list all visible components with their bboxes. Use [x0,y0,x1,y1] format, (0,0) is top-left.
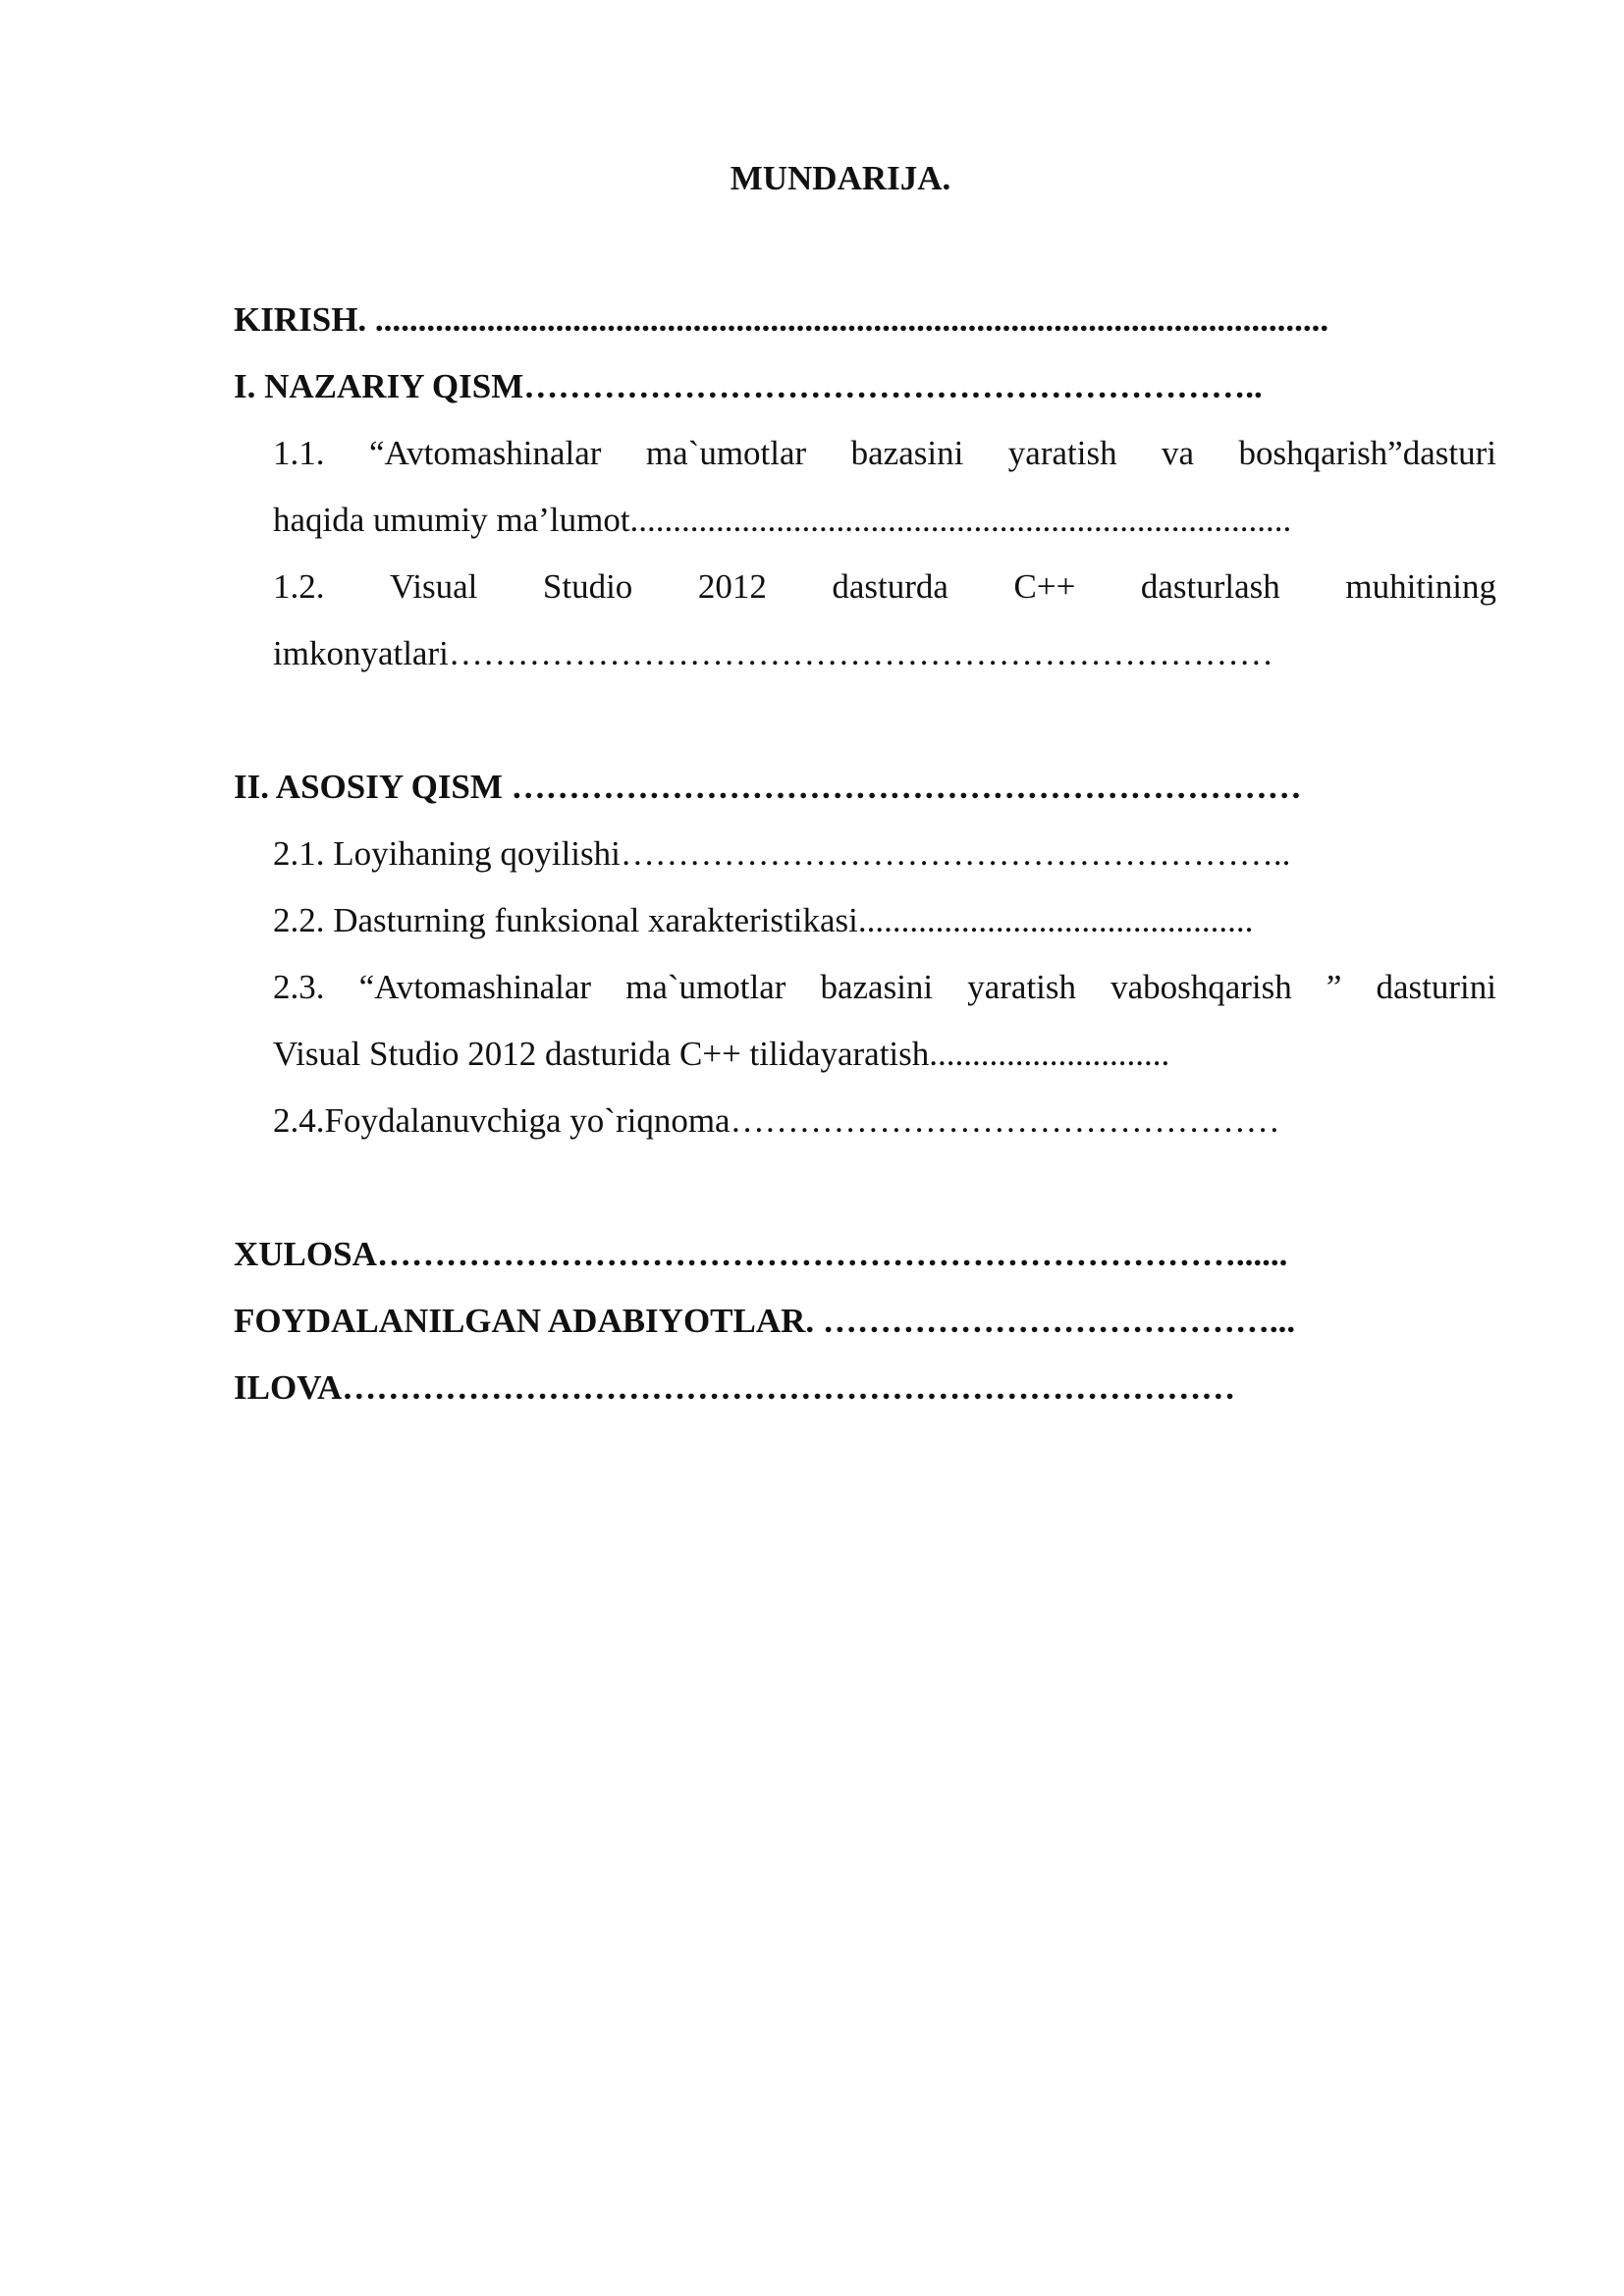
toc-word: Studio [542,567,633,606]
toc-entry-2-3-line2: Visual Studio 2012 dasturida C++ tilidayaratish............................ [273,1035,1170,1073]
toc-entry-1-1-line1 [234,420,1496,487]
toc-word: ma`umotlar [645,434,807,472]
toc-entry-ilova: ILOVA…………………………………………………………………… [234,1368,1236,1407]
page-title: MUNDARIJA. [730,159,951,197]
toc-entry-nazariy-qism: I. NAZARIY QISM……………………………………………………….. [234,367,1263,405]
toc-word: dasturlash [1140,567,1280,606]
toc-word: bazasini [820,968,934,1006]
table-of-contents [234,287,1496,1421]
toc-word: “Avtomashinalar [358,968,592,1006]
toc-word: muhitining [1345,567,1496,606]
toc-word: vaboshqarish [1110,968,1292,1006]
toc-word: 2012 [697,567,767,606]
toc-entry-xulosa: XULOSA…………………………………………………………………...... [234,1235,1288,1273]
toc-entry-2-2: 2.2. Dasturning funksional xarakteristikasi.............................................. [273,901,1254,939]
section-spacer [234,1154,1496,1221]
toc-word: dasturda [832,567,948,606]
toc-word: yaratish [967,968,1077,1006]
toc-word: 2.3. [273,968,325,1006]
toc-entry-2-3-line1 [234,954,1496,1021]
toc-word: 1.2. [273,567,325,606]
toc-entry-kirish: KIRISH. ............................................................................................................... [234,300,1329,339]
toc-entry-1-2-line2: imkonyatlari……………………………………………………………… [273,634,1273,672]
toc-word: bazasini [850,434,964,472]
toc-entry-1-1-line2: haqida umumiy ma’lumot............................................................................. [273,501,1292,539]
toc-word: Visual [390,567,478,606]
toc-entry-1-2-line1 [234,554,1496,620]
toc-word: “Avtomashinalar [368,434,602,472]
toc-entry-2-4: 2.4.Foydalanuvchiga yo`riqnoma………………………………………… [273,1101,1280,1140]
toc-word: ” [1326,968,1342,1006]
toc-word: va [1162,434,1195,472]
section-spacer [234,687,1496,754]
toc-word: ma`umotlar [625,968,786,1006]
toc-word: yaratish [1007,434,1117,472]
toc-word: C++ [1013,567,1076,606]
toc-entry-asosiy-qism: II. ASOSIY QISM …………………………………………………………… [234,768,1302,806]
toc-entry-2-1: 2.1. Loyihaning qoyilishi………………………………………………….. [273,834,1291,873]
toc-word: 1.1. [273,434,325,472]
toc-word: dasturini [1376,968,1496,1006]
toc-entry-adabiyotlar: FOYDALANILGAN ADABIYOTLAR. …………………………………... [234,1302,1296,1340]
toc-word: boshqarish”dasturi [1238,434,1496,472]
